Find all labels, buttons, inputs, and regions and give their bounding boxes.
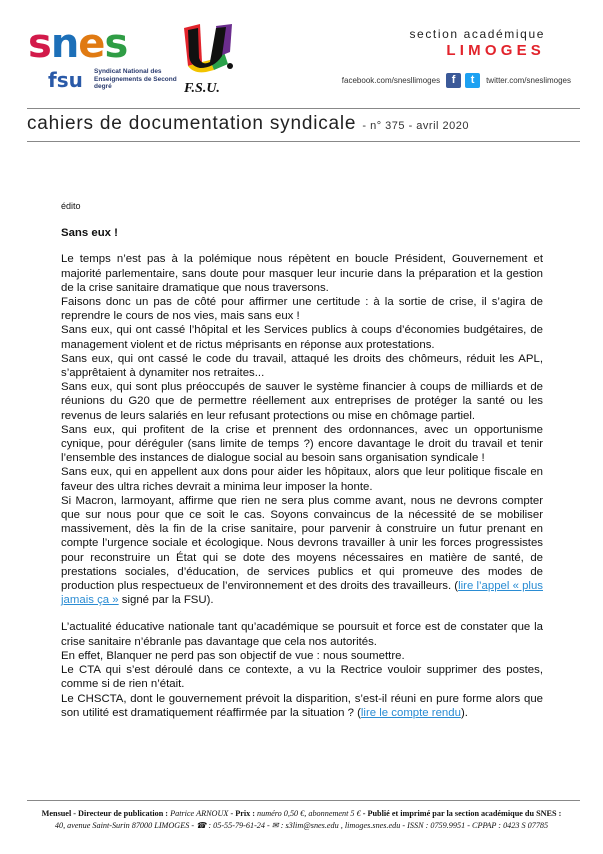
paragraph: Le temps n’est pas à la polémique nous répètent en boucle Président, Gouvernement et majorité parlementaire, sans doute pour masquer leur incurie dans la préparation et la gestion de la crise sanitaire dramatique que nous traversons.: [61, 253, 543, 294]
top-divider: [27, 108, 580, 109]
facebook-link[interactable]: facebook.com/snesllimoges: [341, 76, 441, 85]
paragraph: Sans eux, qui en appellent aux dons pour aider les hôpitaux, alors que leur politique fiscale en faveur des ultra riches devrait a minima leur imposer la honte.: [61, 466, 543, 493]
paragraph: L’actualité éducative nationale tant qu’académique se poursuit et force est de constater que la crise sanitaire n’ébranle pas davantage que cela nos autorités.: [61, 621, 543, 648]
paragraph: Sans eux, qui profitent de la crise et prennent des ordonnances, avec un opportunisme cynique, pour déréguler (sans limite de temps ?) encore davantage le droit du travail et tenir l’ensemble des instances de dialogue social au besoin sans organisation syndicale !: [61, 423, 543, 465]
footer-line-2: 40, avenue Saint-Surin 87000 LIMOGES - ☎ : 05-55-79-61-24 - ✉ : s3lim@snes.edu , limoges.snes.edu - ISSN : 0759.9951 - CPPAP : 0423 S 07785: [54, 820, 549, 830]
paragraph: Sans eux, qui ont cassé l’hôpital et les Services publics à coups d’économies budgétaires, de management violent et de rictus méprisants en réponse aux protestations.: [61, 324, 543, 351]
issue-number: - n° 375 - avril 2020: [362, 120, 469, 132]
footer-line-1: Mensuel - Directeur de publication : Patrice ARNOUX - Prix : numéro 0,50 €, abonnement 5 € - Publié et imprimé par la section académique du SNES :: [41, 809, 562, 818]
banner-title: cahiers de documentation syndicale: [27, 113, 357, 134]
footer-divider: [27, 800, 580, 801]
fsu-logo-text: fsu: [48, 68, 83, 92]
appeal-link[interactable]: lire l’appel « plus jamais ça »: [61, 580, 543, 607]
paragraph: Sans eux, qui sont plus préoccupés de sauver le système financier à coups de milliards et de réunions du G20 que de permettre réellement aux entreprises de protéger la santé ou les revenus de leurs salariés en leur refusant protections ou mise en chômage partiel.: [61, 381, 543, 422]
page-title: [27, 113, 469, 135]
twitter-icon[interactable]: t: [465, 73, 480, 88]
paragraph: Le CTA qui s’est déroulé dans ce contexte, a vu la Rectrice vouloir supprimer des postes, comme si de rien n’était.: [61, 664, 543, 691]
publication-footer: [20, 808, 583, 831]
facebook-icon[interactable]: f: [446, 73, 461, 88]
snes-fsu-logo: [28, 21, 178, 94]
article-title: Sans eux !: [61, 227, 118, 240]
banner-divider: [27, 141, 580, 142]
section-label: section académique: [409, 27, 545, 41]
rubric-label: édito: [61, 201, 81, 211]
fsu-u-logo: [180, 22, 236, 74]
snes-logo-subtitle: Syndicat National des Enseignements de Second degré: [94, 68, 177, 90]
city-label: LIMOGES: [446, 42, 545, 59]
editorial-article: [61, 199, 543, 720]
social-links: [342, 73, 571, 88]
fsu-caption: F.S.U.: [184, 81, 220, 96]
paragraph-chsct: Le CHSCTA, dont le gouvernement prévoit la disparition, s’est-il réuni en pure forme alors que son utilité est dramatiquement réaffirmée par la situation ? (lire le compte rendu).: [61, 692, 543, 719]
paragraph: En effet, Blanquer ne perd pas son objectif de vue : nous soumettre.: [61, 649, 405, 662]
twitter-link[interactable]: twitter.com/sneslimoges: [486, 76, 571, 85]
paragraph: Sans eux, qui ont cassé le code du travail, attaqué les droits des chômeurs, réduit les APL, s’apprêtaient à dynamiter nos retraites...: [61, 352, 543, 380]
paragraph-macron: Si Macron, larmoyant, affirme que rien ne sera plus comme avant, nous ne devrons compter que sur nous pour que ce soit le cas. Soyons convaincus de la nécessité de se mobiliser massivement, dès la fin de la crise sanitaire, pour parvenir à construire un futur prenant en compte l’urgence sociale et écologique. Nous devrons travailler à unir les forces progressistes pour reconstruire un État qui se dote des moyens nécessaires en matière de santé, de prestations sociales, d’éducation, de services publics et qui promeuve des modes de production plus respectueux de l’environnement et des droits des travailleurs. (lire l’appel « plus jamais ça » signé par la FSU).: [61, 494, 543, 607]
report-link[interactable]: lire le compte rendu: [360, 706, 461, 719]
paragraph: Faisons donc un pas de côté pour affirmer une certitude : à la sortie de crise, il s’agira de reprendre le cours de nos vies, mais sans eux !: [61, 296, 543, 323]
snes-logo-text: snes: [28, 21, 128, 67]
